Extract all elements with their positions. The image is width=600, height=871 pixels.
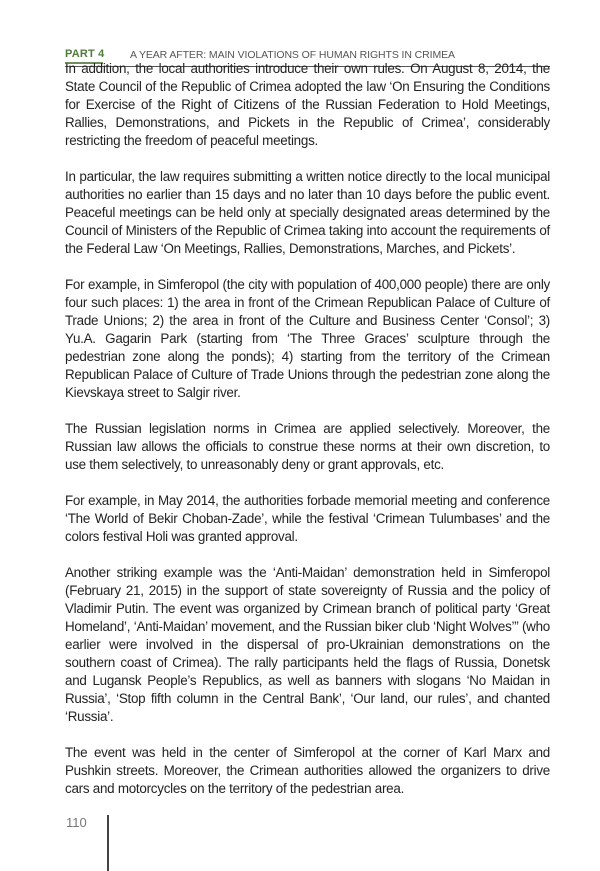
paragraph: For example, in May 2014, the authorities forbade memorial meeting and conference ‘The World of Bekir Choban-Zade’, while the festival ‘Crimean Tulumbases’ and the colors festival Holi was granted approval. (65, 493, 550, 544)
part-label: PART 4 (65, 48, 105, 60)
page-number: 110 (66, 815, 87, 830)
paragraph: For example, in Simferopol (the city with population of 400,000 people) there are only four such places: 1) the area in front of the Crimean Republican Palace of Culture of Trade Unions; 2) the area in front of the Culture and Business Center ‘Consol’; 3) Yu.A. Gagarin Park (starting from ‘The Three Graces’ sculpture through the pedestrian zone along the ponds); 4) starting from the territory of the Crimean Republican Palace of Culture of Trade Unions through the pedestrian zone along the Kievskaya street to Salgir river. (65, 277, 550, 400)
body-text (65, 60, 550, 816)
chapter-title: A YEAR AFTER: MAIN VIOLATIONS OF HUMAN RIGHTS IN CRIMEA (130, 49, 455, 61)
paragraph: Another striking example was the ‘Anti-Maidan’ demonstration held in Simferopol (February 21, 2015) in the support of state sovereignty of Russia and the policy of Vladimir Putin. The event was organized by Crimean branch of political party ‘Great Homeland’, ‘Anti-Maidan’ movement, and the Russian biker club ‘Night Wolves’” (who earlier were involved in the dispersal of pro-Ukrainian demonstrations on the southern coast of Crimea). The rally participants held the flags of Russia, Donetsk and Lugansk People’s Republics, as well as banners with slogans ‘No Maidan in Russia’, ‘Stop fifth column in the Central Bank’, ‘Our land, our rules’, and chanted ‘Russia’. (65, 565, 550, 724)
paragraph: The Russian legislation norms in Crimea are applied selectively. Moreover, the Russian law allows the officials to construe these norms at their own discretion, to use them selectively, to unreasonably deny or grant approvals, etc. (65, 421, 550, 472)
paragraph: The event was held in the center of Simferopol at the corner of Karl Marx and Pushkin streets. Moreover, the Crimean authorities allowed the organizers to drive cars and motorcycles on the territory of the pedestrian area. (65, 745, 550, 796)
paragraph: In particular, the law requires submitting a written notice directly to the local municipal authorities no earlier than 15 days and no later than 10 days before the public event. Peaceful meetings can be held only at specially designated areas determined by the Council of Ministers of the Republic of Crimea taking into account the requirements of the Federal Law ‘On Meetings, Rallies, Demonstrations, Marches, and Pickets’. (65, 169, 550, 256)
footer-divider (107, 815, 109, 871)
paragraph: In addition, the local authorities introduce their own rules. On August 8, 2014, the State Council of the Republic of Crimea adopted the law ‘On Ensuring the Conditions for Exercise of the Right of Citizens of the Russian Federation to Hold Meetings, Rallies, Demonstrations, and Pickets in the Republic of Crimea’, considerably restricting the freedom of peaceful meetings. (65, 61, 550, 148)
